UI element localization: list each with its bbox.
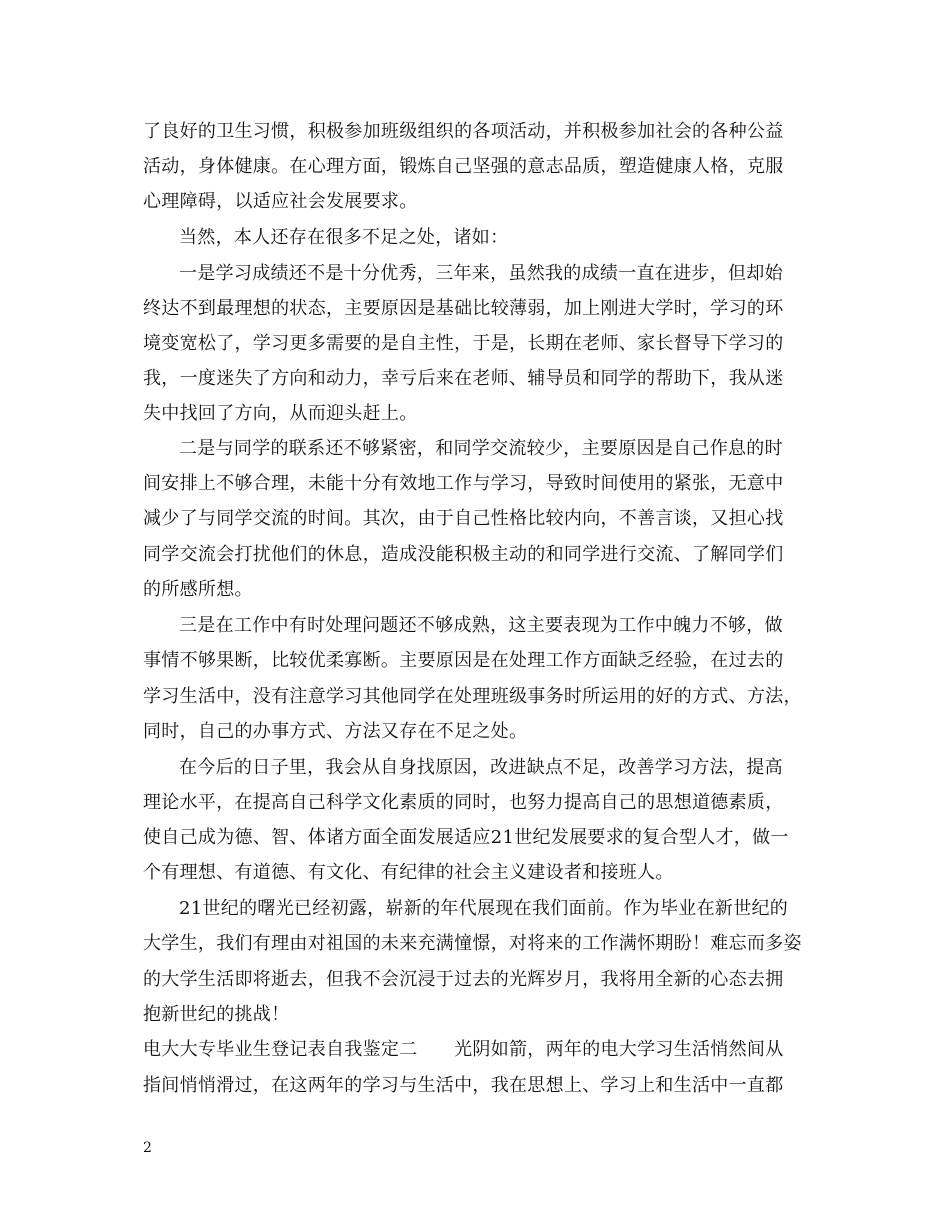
text-line: 减少了与同学交流的时间。其次，由于自己性格比较内向，不善言谈，又担心找 <box>143 508 784 529</box>
text-line: 21世纪的曙光已经初露，崭新的年代展现在我们面前。作为毕业在新世纪的 <box>179 898 789 919</box>
text-line: 了良好的卫生习惯，积极参加班级组织的各项活动，并积极参加社会的各种公益 <box>143 121 784 142</box>
text-line: 活动，身体健康。在心理方面，锻炼自己坚强的意志品质，塑造健康人格，克服 <box>143 156 784 177</box>
text-line: 个有理想、有道德、有文化、有纪律的社会主义建设者和接班人。 <box>143 862 674 883</box>
text-line: 事情不够果断，比较优柔寡断。主要原因是在处理工作方面缺乏经验，在过去的 <box>143 650 784 671</box>
text-line: 在今后的日子里，我会从自身找原因，改进缺点不足，改善学习方法，提高 <box>179 757 783 778</box>
text-line: 指间悄悄滑过，在这两年的学习与生活中，我在思想上、学习上和生活中一直都 <box>143 1075 784 1096</box>
text-line: 境变宽松了，学习更多需要的是自主性，于是，长期在老师、家长督导下学习的 <box>143 333 784 354</box>
text-line: 理论水平，在提高自己科学文化素质的同时，也努力提高自己的思想道德素质， <box>143 792 784 813</box>
text-line: 的大学生活即将逝去，但我不会沉浸于过去的光辉岁月，我将用全新的心态去拥 <box>143 969 784 990</box>
text-line: 同时，自己的办事方式、方法又存在不足之处。 <box>143 721 528 742</box>
text-line: 的所感所想。 <box>143 579 253 600</box>
text-line: 抱新世纪的挑战！ <box>143 1004 290 1025</box>
text-line: 间安排上不够合理，未能十分有效地工作与学习，导致时间使用的紧张，无意中 <box>143 473 784 494</box>
text-line: 一是学习成绩还不是十分优秀，三年来，虽然我的成绩一直在进步，但却始 <box>179 263 783 284</box>
text-line: 电大大专毕业生登记表自我鉴定二 光阴如箭，两年的电大学习生活悄然间从 <box>143 1039 784 1060</box>
text-line: 使自己成为德、智、体诸方面全面发展适应21世纪发展要求的复合型人才，做一 <box>143 827 789 848</box>
text-line: 大学生，我们有理由对祖国的未来充满憧憬，对将来的工作满怀期盼！难忘而多姿 <box>143 933 802 954</box>
text-line: 终达不到最理想的状态，主要原因是基础比较薄弱，加上刚进大学时，学习的环 <box>143 298 784 319</box>
text-line: 心理障碍，以适应社会发展要求。 <box>143 191 418 212</box>
text-line: 当然，本人还存在很多不足之处，诸如： <box>179 227 509 248</box>
text-line: 同学交流会打扰他们的休息，造成没能积极主动的和同学进行交流、了解同学们 <box>143 544 784 565</box>
text-line: 我，一度迷失了方向和动力，幸亏后来在老师、辅导员和同学的帮助下，我从迷 <box>143 368 784 389</box>
text-line: 三是在工作中有时处理问题还不够成熟，这主要表现为工作中魄力不够，做 <box>179 615 783 636</box>
page-number: 2 <box>143 1140 152 1156</box>
text-line: 失中找回了方向，从而迎头赶上。 <box>143 403 418 424</box>
text-line: 二是与同学的联系还不够紧密，和同学交流较少，主要原因是自己作息的时 <box>179 438 783 459</box>
text-line: 学习生活中，没有注意学习其他同学在处理班级事务时所运用的好的方式、方法， <box>143 686 802 707</box>
